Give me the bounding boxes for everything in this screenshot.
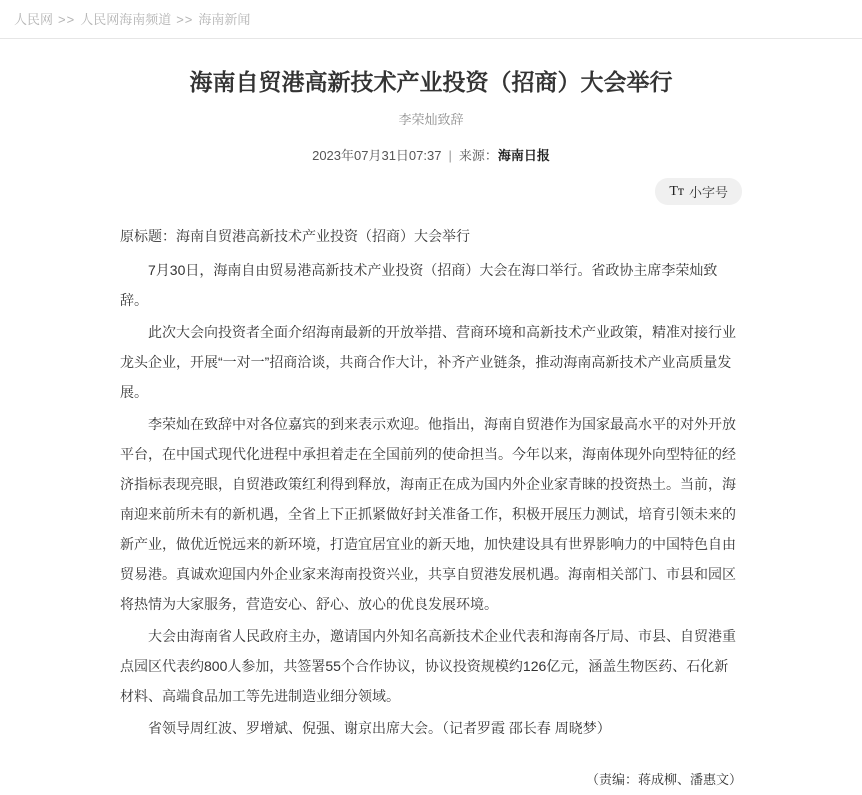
breadcrumb-link-hainan-news[interactable]: 海南新闻 [198,12,251,27]
article-toolbar [120,178,742,205]
original-title-text: 海南自贸港高新技术产业投资（招商）大会举行 [176,228,470,244]
article-title: 海南自贸港高新技术产业投资（招商）大会举行 [189,69,673,95]
breadcrumb [0,0,862,39]
breadcrumb-link-hainan-channel[interactable]: 人民网海南频道 [80,12,172,27]
article-paragraph: 李荣灿在致辞中对各位嘉宾的到来表示欢迎。他指出，海南自贸港作为国家最高水平的对外开放平台，在中国式现代化进程中承担着走在全国前列的使命担当。今年以来，海南体现外向型特征的经济指标表现亮眼，自贸港政策红利得到释放，海南正在成为国内外企业家青睐的投资热土。当前，海南迎来前所未有的新机遇，全省上下正抓紧做好封关准备工作，积极开展压力测试，培育引领未来的新产业，做优近悦远来的新环境，打造宜居宜业的新天地，加快建设具有世界影响力的中国特色自由贸易港。真诚欢迎国内外企业家来海南投资兴业，共享自贸港发展机遇。海南相关部门、市县和园区将热情为大家服务，营造安心、舒心、放心的优良发展环境。 [120,416,736,612]
font-size-button-label: 小字号 [688,185,728,200]
article-meta [120,145,742,164]
article-paragraph: 7月30日，海南自由贸易港高新技术产业投资（招商）大会在海口举行。省政协主席李荣灿致辞。 [120,262,718,308]
breadcrumb-separator: >> [58,12,76,27]
source-label: 来源： [458,148,498,163]
editor-note: （责编：蒋成柳、潘惠文） [585,772,742,787]
original-title-line [120,221,742,251]
article-body [120,221,742,795]
article-subtitle: 李荣灿致辞 [398,112,464,127]
article-paragraph: 省领导周红波、罗增斌、倪强、谢京出席大会。（记者罗霞 邵长春 周晓梦） [148,720,611,736]
original-title-label: 原标题： [120,228,176,244]
font-size-button[interactable] [655,178,742,205]
article-paragraph: 此次大会向投资者全面介绍海南最新的开放举措、营商环境和高新技术产业政策，精准对接行业龙头企业，开展“一对一”招商洽谈，共商合作大计，补齐产业链条，推动海南高新技术产业高质量发展。 [120,324,736,400]
article-paragraph: 大会由海南省人民政府主办，邀请国内外知名高新技术企业代表和海南各厅局、市县、自贸港重点园区代表约800人参加，共签署55个合作协议，协议投资规模约126亿元，涵盖生物医药、石化新材料、高端食品加工等先进制造业细分领域。 [120,628,736,704]
source-link[interactable]: 海南日报 [497,148,550,163]
breadcrumb-link-people-net[interactable]: 人民网 [14,12,54,27]
breadcrumb-separator: >> [176,12,194,27]
publish-date: 2023年07月31日07:37 [312,148,442,163]
font-size-icon: Tᴛ [669,183,684,199]
article-container [120,67,742,795]
meta-separator: | [448,148,452,163]
